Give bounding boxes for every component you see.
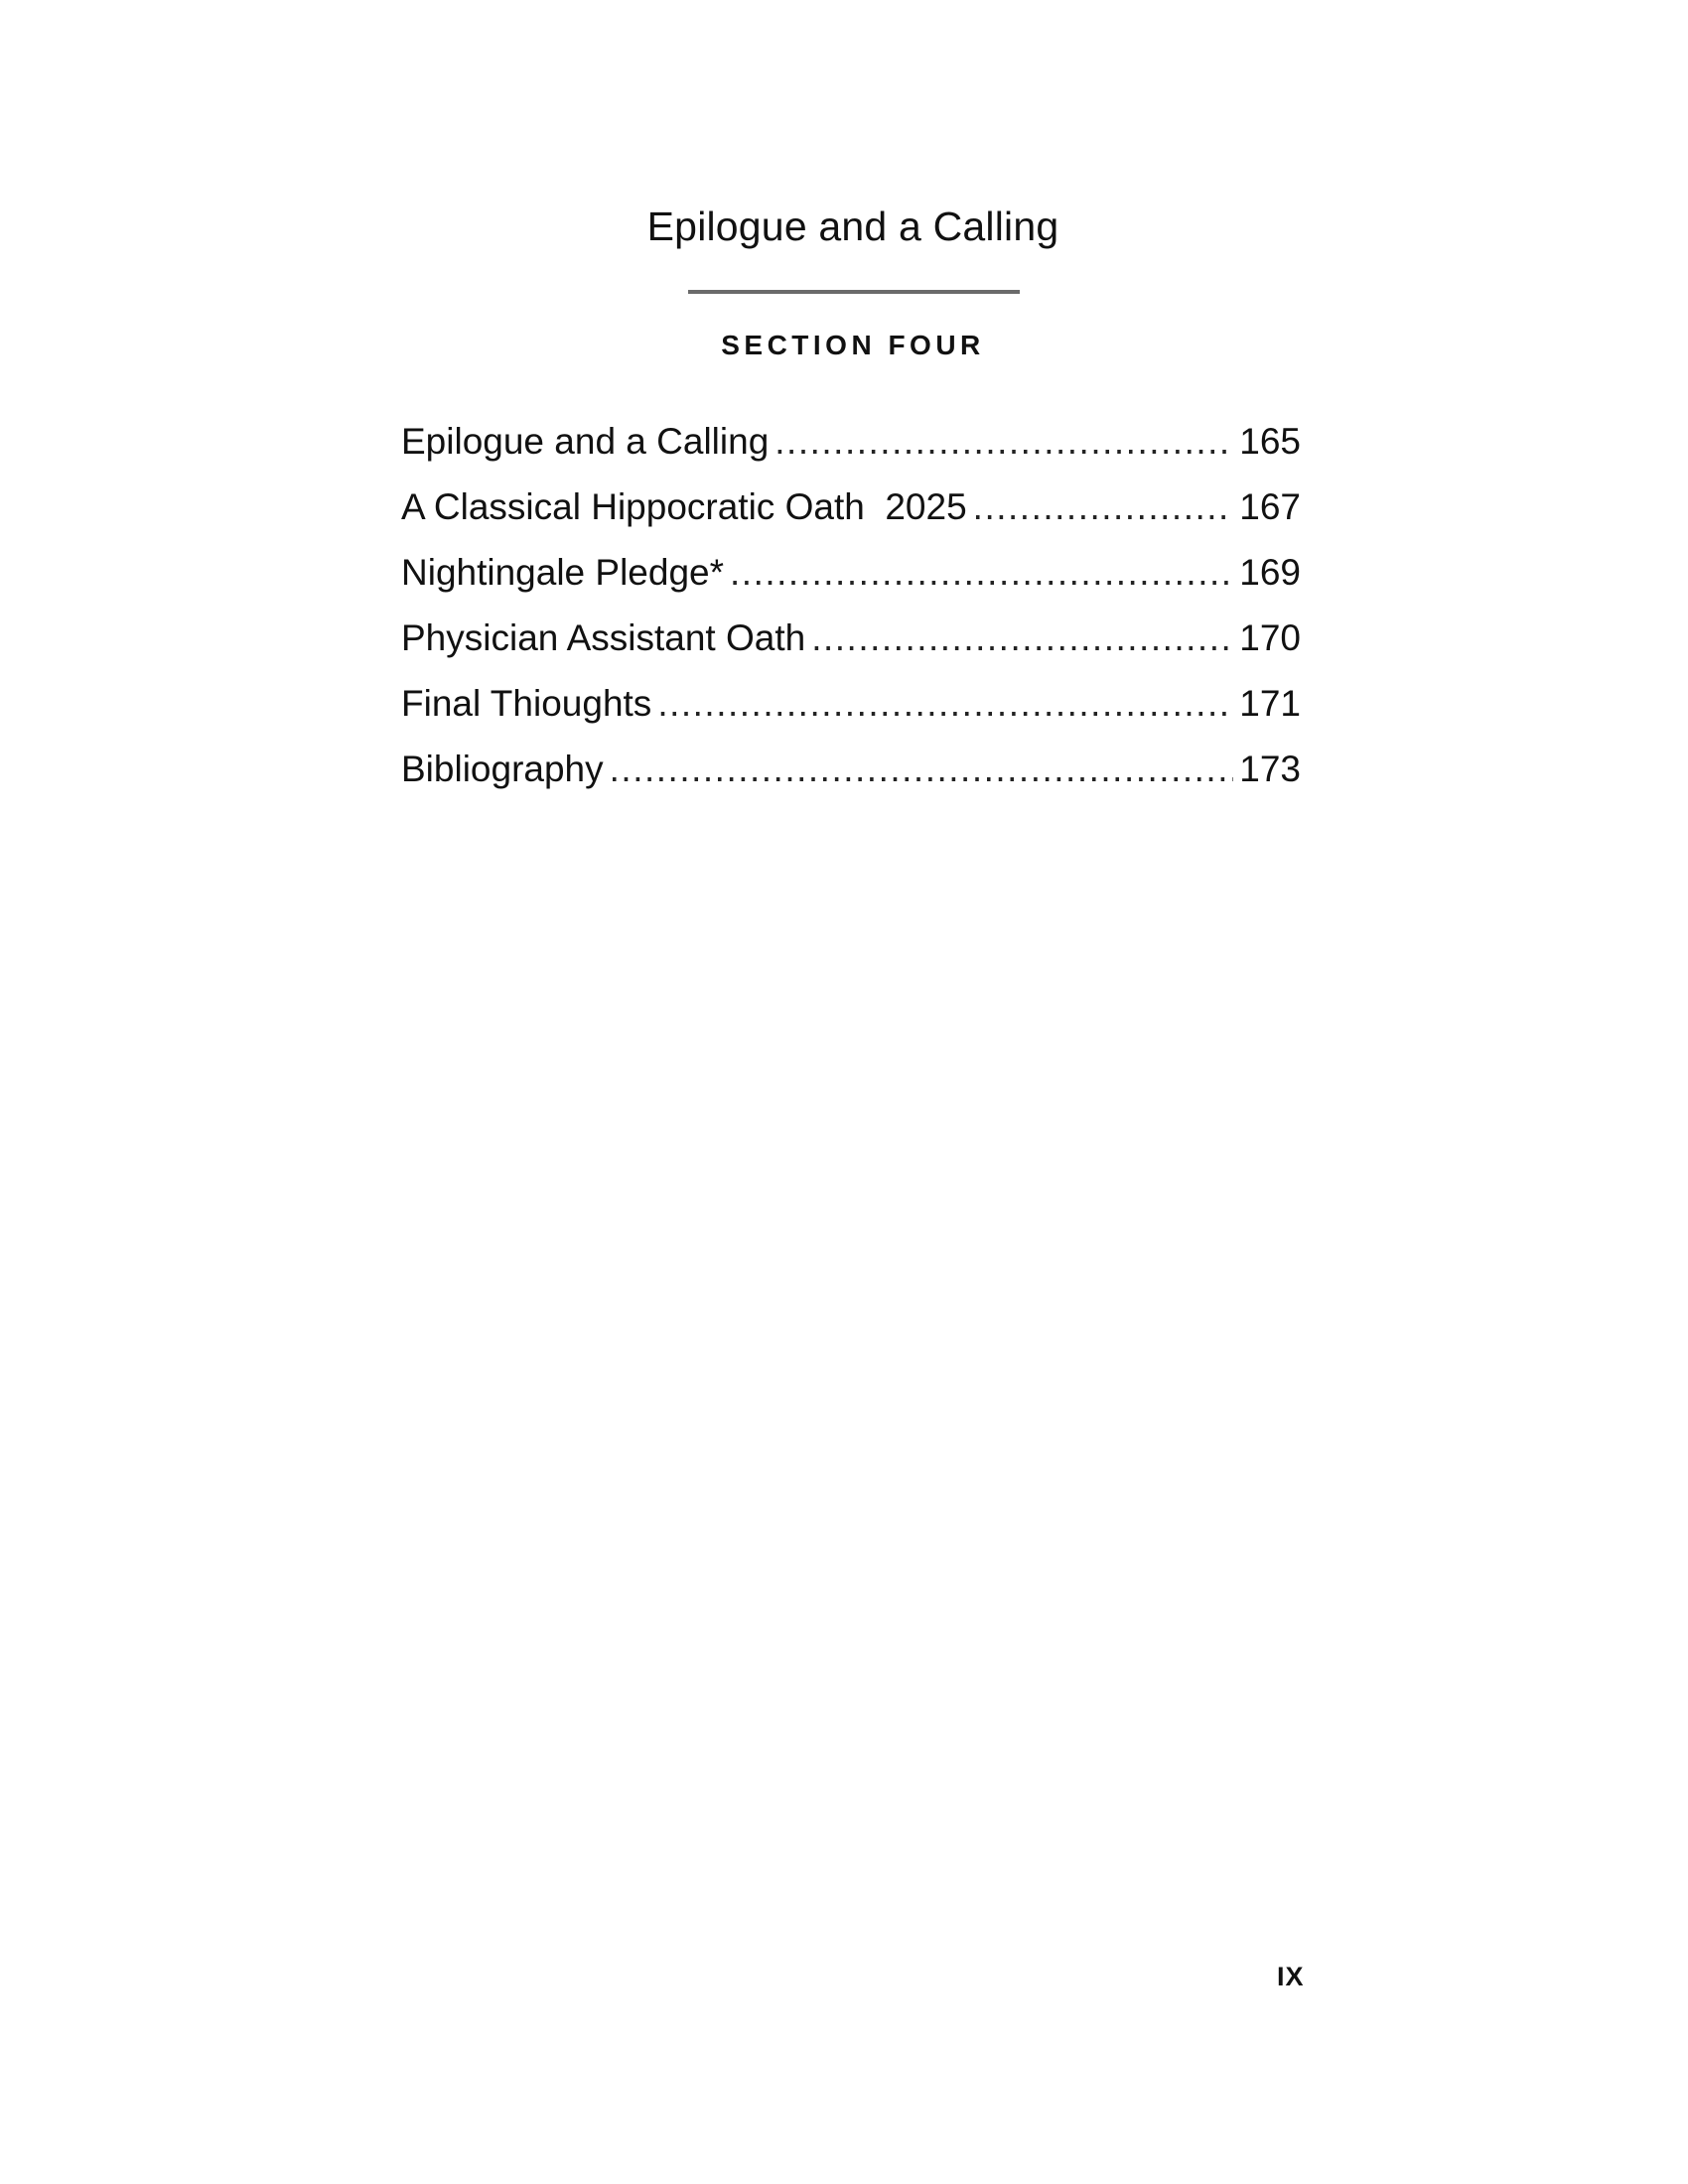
toc-entry-pa-oath[interactable]: [401, 606, 1301, 671]
toc-entry-bibliography[interactable]: [401, 737, 1301, 802]
toc-entry-label: Epilogue and a Calling: [401, 421, 770, 462]
toc-entry-page: 171: [1239, 683, 1301, 724]
title-divider: [688, 290, 1020, 294]
dot-leader: [774, 409, 1233, 475]
toc-entry-epilogue[interactable]: [401, 409, 1301, 475]
toc-entry-hippocratic-oath[interactable]: [401, 475, 1301, 540]
toc-entry-page: 167: [1239, 486, 1301, 527]
toc-entry-label: Bibliography: [401, 749, 604, 789]
toc-entry-nightingale-pledge[interactable]: [401, 540, 1301, 606]
toc-entry-final-thoughts[interactable]: [401, 671, 1301, 737]
table-of-contents: [401, 409, 1301, 802]
dot-leader: [811, 606, 1233, 671]
toc-entry-label: Nightingale Pledge*: [401, 552, 725, 593]
dot-leader: [730, 540, 1233, 606]
section-label: SECTION FOUR: [721, 330, 985, 360]
toc-entry-label: A Classical Hippocratic Oath 2025: [401, 486, 967, 527]
dot-leader: [610, 737, 1234, 802]
page-title: Epilogue and a Calling: [646, 204, 1059, 249]
toc-entry-page: 173: [1239, 749, 1301, 789]
toc-entry-label: Physician Assistant Oath: [401, 617, 806, 658]
toc-entry-page: 169: [1239, 552, 1301, 593]
toc-entry-page: 170: [1239, 617, 1301, 658]
dot-leader: [657, 671, 1233, 737]
toc-entry-page: 165: [1239, 421, 1301, 462]
page-number: IX: [1277, 1962, 1305, 1991]
toc-entry-label: Final Thioughts: [401, 683, 652, 724]
dot-leader: [973, 475, 1234, 540]
